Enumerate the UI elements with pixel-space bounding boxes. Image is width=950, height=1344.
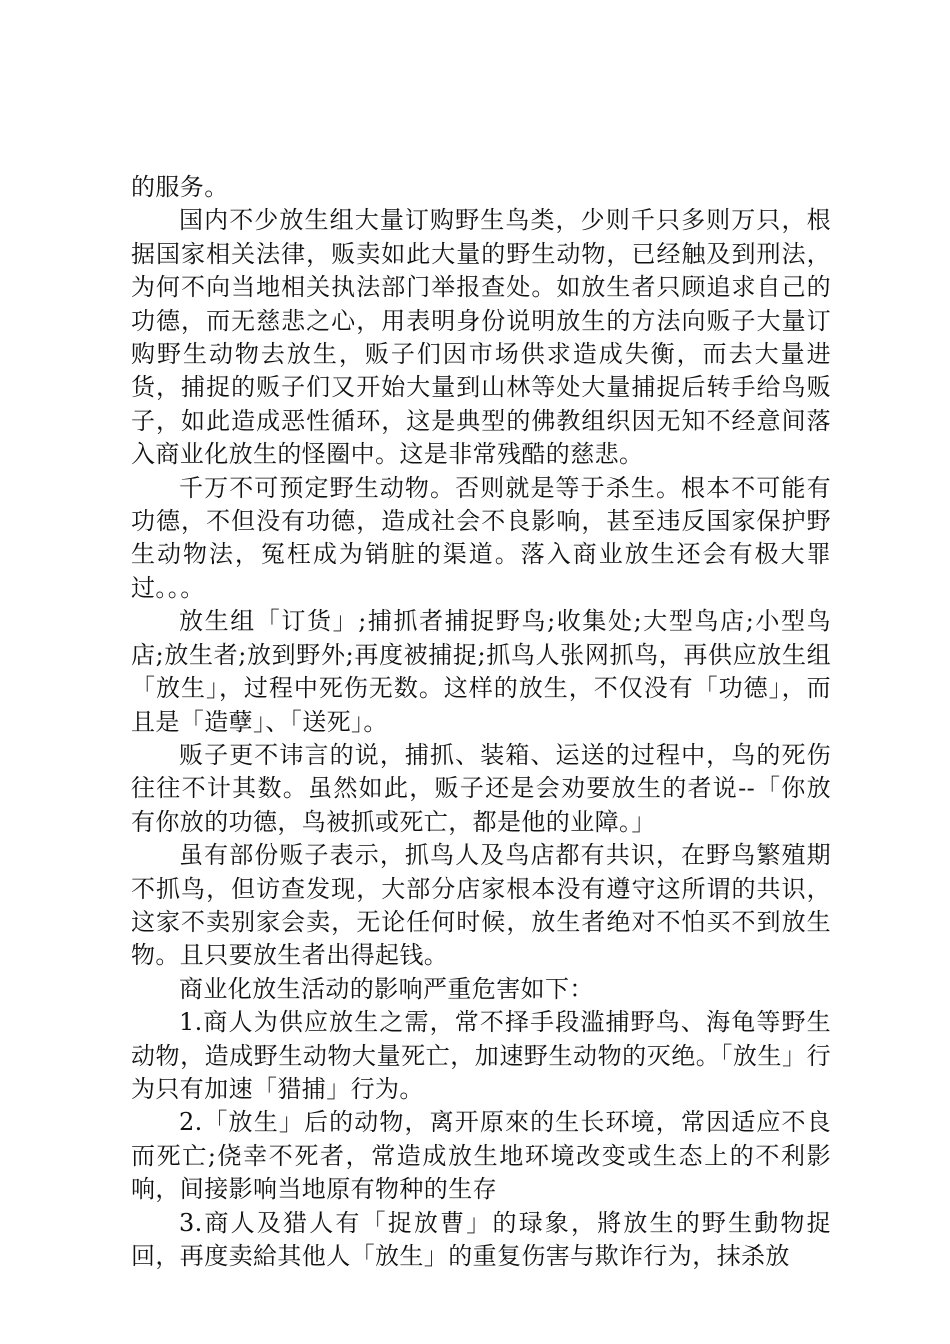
paragraph-no-preorder: 千万不可预定野生动物。否则就是等于杀生。根本不可能有功德，不但没有功德，造成社会不良影响，甚至违反国家保护野生动物法，冤枉成为销脏的渠道。落入商业放生还会有极大罪过。。。 <box>131 473 831 602</box>
document-body <box>131 171 831 1273</box>
list-item-harm-1: 1.商人为供应放生之需，常不择手段滥捕野鸟、海龟等野生动物，造成野生动物大量死亡，加速野生动物的灭绝。「放生」行为只有加速「猎捕」行为。 <box>131 1008 831 1103</box>
paragraph-continuation: 的服务。 <box>131 173 229 201</box>
paragraph-breeding-season: 虽有部份贩子表示，抓鸟人及鸟店都有共识，在野鸟繁殖期不抓鸟，但访查发现，大部分店家根本没有遵守这所谓的共识，这家不卖别家会卖，无论任何时候，放生者绝对不怕买不到放生物。且只要放生者出得起钱。 <box>131 841 831 970</box>
paragraph-harms-heading: 商业化放生活动的影响严重危害如下： <box>179 974 594 1003</box>
list-item-harm-2: 2.「放生」后的动物，离开原來的生长环境，常因适应不良而死亡;侥幸不死者，常造成放生地环境改变或生态上的不利影响，间接影响当地原有物种的生存 <box>131 1108 831 1204</box>
paragraph-supply-chain: 放生组「订货」;捕抓者捕捉野鸟;收集处;大型鸟店;小型鸟店;放生者;放到野外;再度被捕捉;抓鸟人张网抓鸟，再供应放生组「放生」，过程中死伤无数。这样的放生，不仅没有「功德」，而且是「造孽」、「送死」。 <box>131 607 831 736</box>
paragraph-bird-orders: 国内不少放生组大量订购野生鸟类，少则千只多则万只，根据国家相关法律，贩卖如此大量的野生动物，已经触及到刑法，为何不向当地相关执法部门举报查处。如放生者只顾追求自己的功德，而无慈悲之心，用表明身份说明放生的方法向贩子大量订购野生动物去放生，贩子们因市场供求造成失衡，而去大量进货，捕捉的贩子们又开始大量到山林等处大量捕捉后转手给鸟贩子，如此造成恶性循环，这是典型的佛教组织因无知不经意间落入商业化放生的怪圈中。这是非常残酷的慈悲。 <box>131 206 831 469</box>
list-item-harm-3: 3.商人及猎人有「捉放曹」的琭象，將放生的野生動物捉回，再度卖給其他人「放生」的重复伤害与欺诈行为，抹杀放 <box>131 1208 831 1270</box>
paragraph-dealer-quote: 贩子更不讳言的说，捕抓、装箱、运送的过程中，鸟的死伤往往不计其数。虽然如此，贩子还是会劝要放生的者说--「你放有你放的功德，鸟被抓或死亡，都是他的业障。」 <box>131 740 831 836</box>
